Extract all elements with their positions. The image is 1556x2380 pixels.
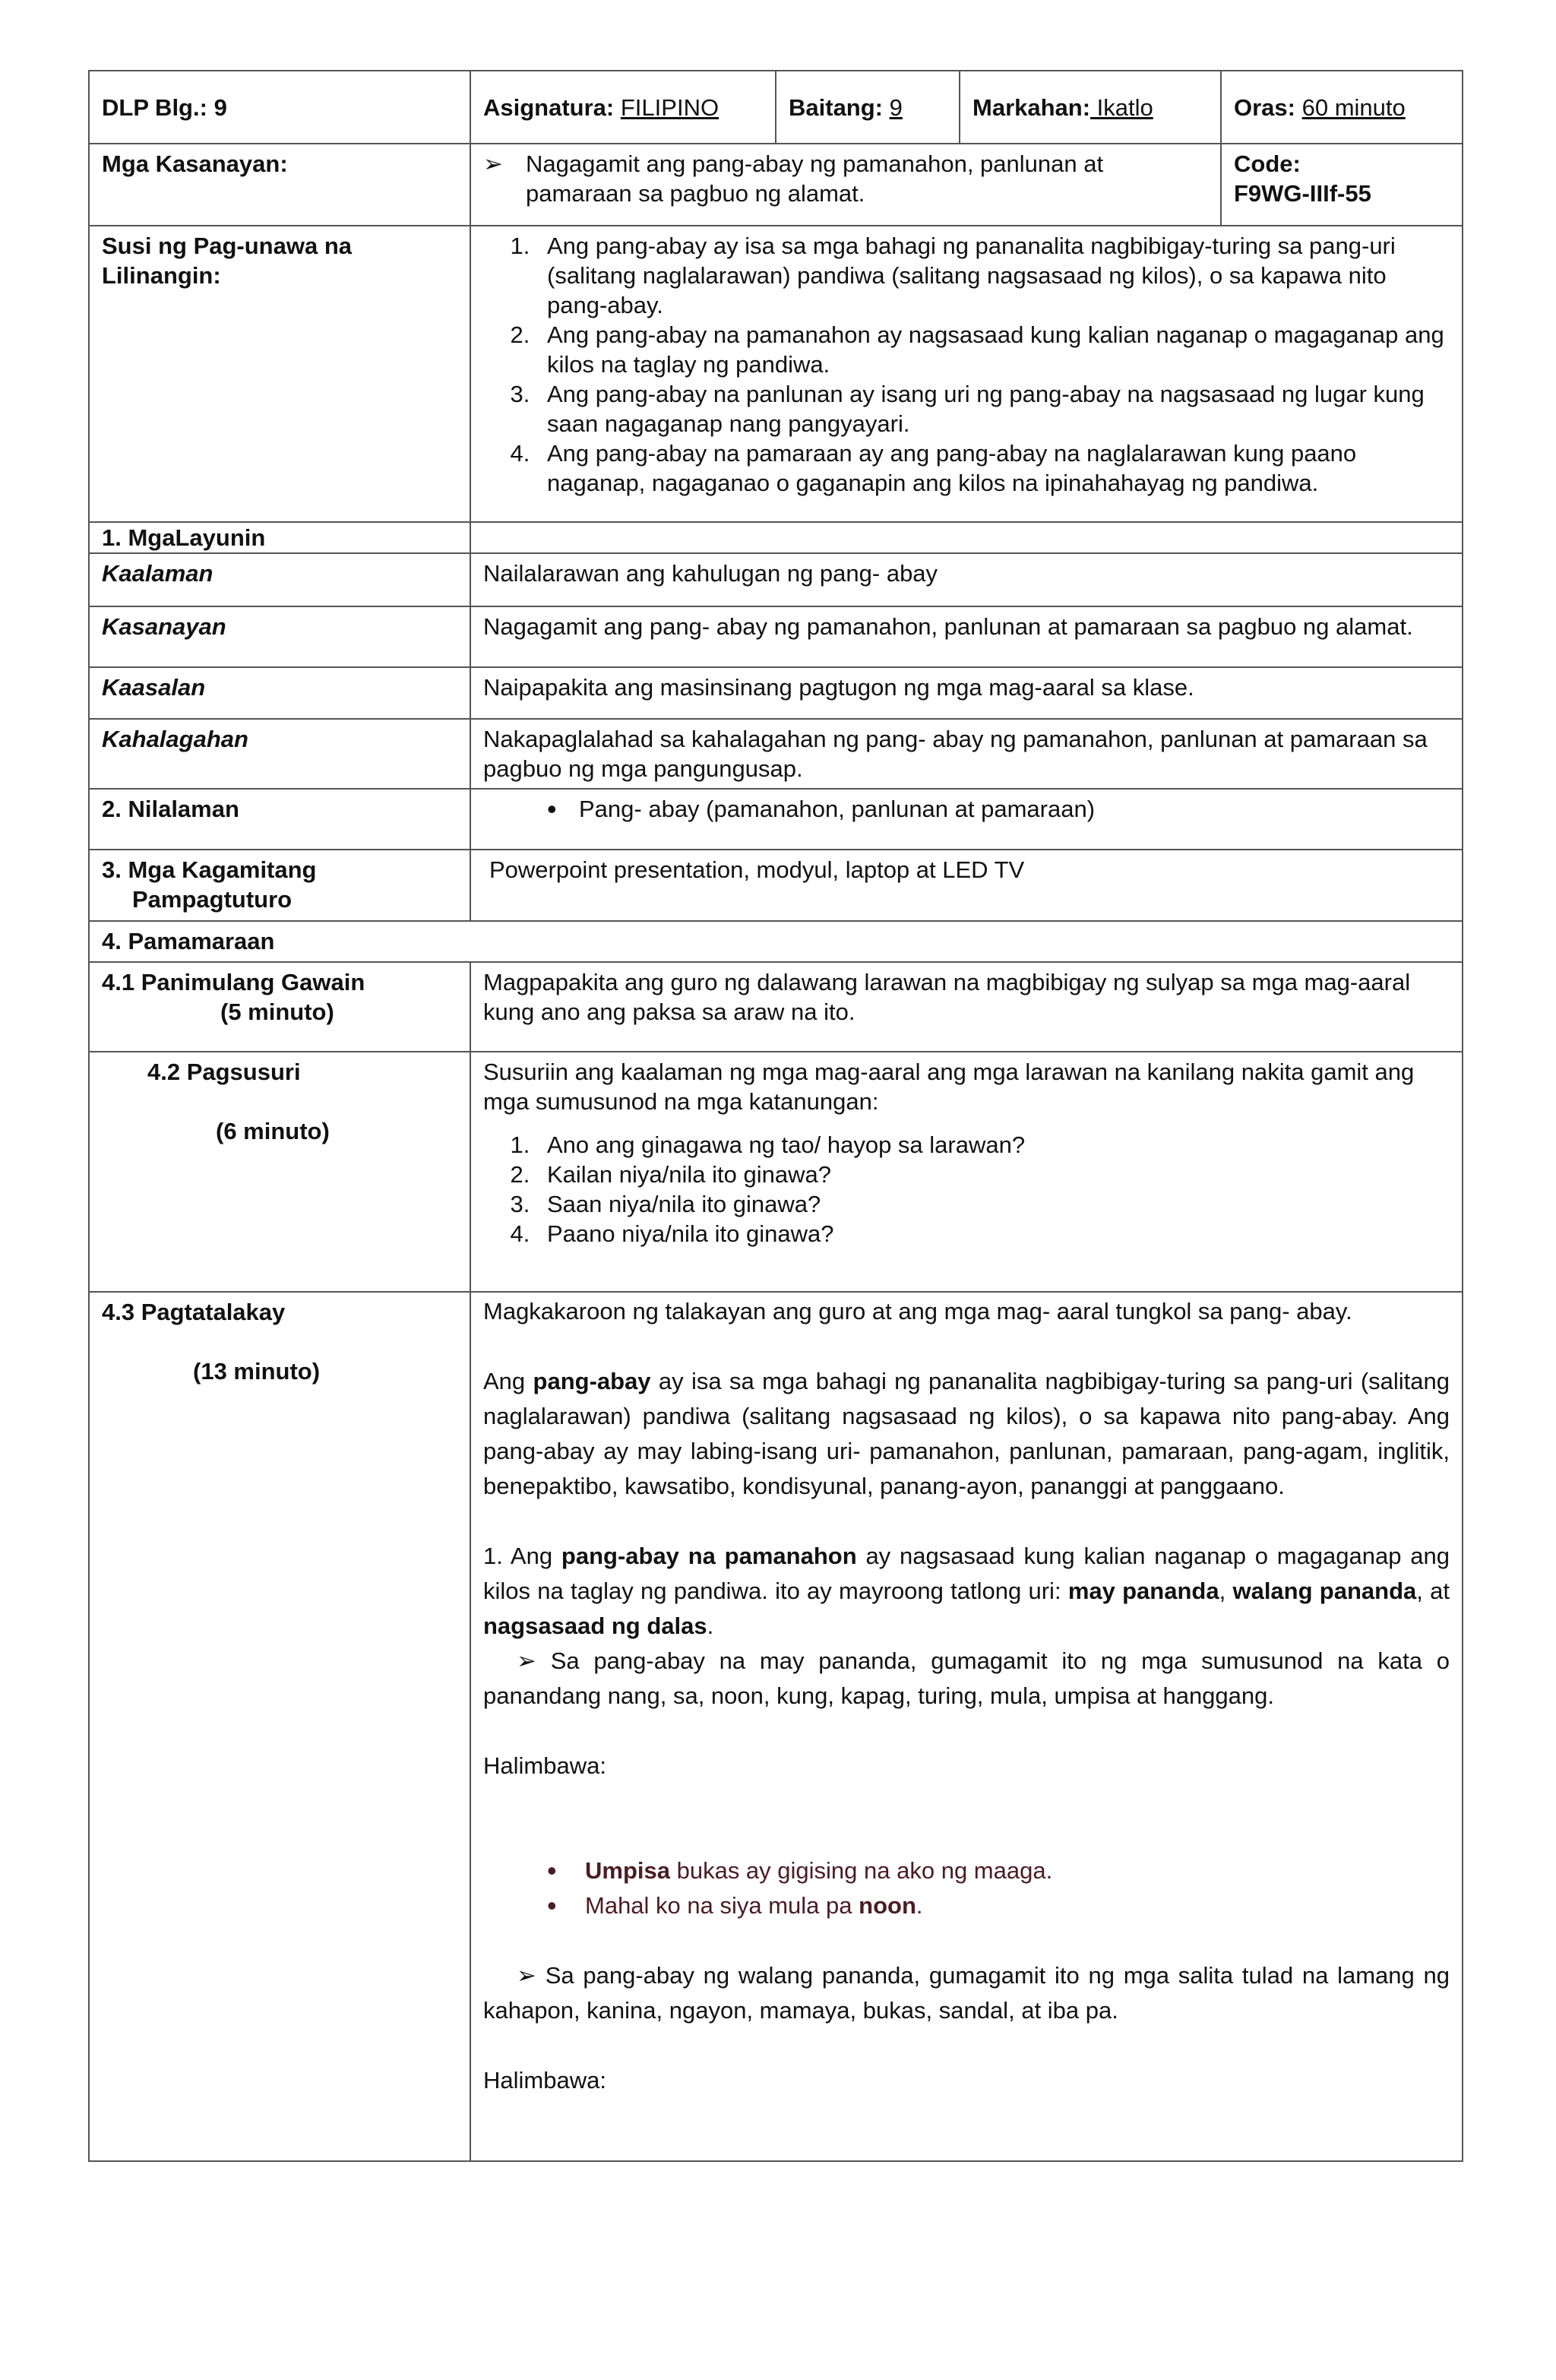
baitang-label: Baitang: [789,93,883,121]
pagtatalakay-row [89,1292,1463,2161]
kasanayan-obj-row [89,606,1463,667]
susi-list [483,231,1450,498]
kasanayan-text-cell [470,144,1221,226]
question-item: 2. Kailan niya/nila ito ginawa? [536,1160,1450,1189]
may-pananda-note: ➢ Sa pang-abay na may pananda, gumagamit ito ng mga sumusunod na kata o panandang nang, sa, noon, kung, kapag, turing, mula, umpisa at hanggang. [483,1647,1450,1709]
nilalaman-row [89,789,1463,850]
kagamitan-label-line1: 3. Mga Kagamitang [102,856,317,883]
example-list [483,1853,1450,1923]
markahan-cell [960,71,1221,144]
pagsusuri-content [470,1052,1463,1292]
arrow-bullet-icon: ➢ [517,1962,536,1989]
pagsusuri-label-cell [89,1052,470,1292]
panimula-label: 4.1 Panimulang Gawain [102,969,365,995]
halimbawa-label-2: Halimbawa: [483,2067,606,2094]
code-label: Code: [1234,150,1301,177]
markahan-value: Ikatlo [1090,93,1153,121]
pagtatalakay-content [470,1292,1463,2161]
kahalagahan-row [89,719,1463,789]
dlp-cell [89,71,470,144]
susi-row [89,226,1463,522]
question-item: 1. Ano ang ginagawa ng tao/ hayop sa larawan? [536,1130,1450,1160]
pagtatalakay-label: 4.3 Pagtatalakay [102,1299,286,1325]
example-item: • Umpisa bukas ay gigising na ako ng maaga. [483,1853,1450,1888]
susi-item: 4. Ang pang-abay na pamaraan ay ang pang-abay na naglalarawan kung paano naganap, nagaganao o gaganapin ang kilos na ipinahahayag ng pandiwa. [536,438,1450,498]
susi-item: 2. Ang pang-abay na pamanahon ay nagsasaad kung kalian naganap o magaganap ang kilos na taglay ng pandiwa. [536,320,1450,379]
dlp-label: DLP Blg.: [102,93,207,121]
susi-item: 1. Ang pang-abay ay isa sa mga bahagi ng pananalita nagbibigay-turing sa pang-uri (salitang naglalarawan) pandiwa (salitang nagsasaad ng kilos), o sa kapawa nito pang-abay. [536,231,1450,320]
oras-value: 60 minuto [1301,93,1406,121]
asignatura-label: Asignatura: [483,93,615,121]
kagamitan-label-line2: Pampagtuturo [132,886,293,913]
kasanayan-label: Mga Kasanayan: [89,144,470,226]
kagamitan-row [89,850,1463,921]
layunin-label: 1. MgaLayunin [89,522,470,553]
pagtatalakay-label-cell [89,1292,470,2161]
kaalaman-label: Kaalaman [89,553,470,606]
nilalaman-text: • Pang- abay (pamanahon, panlunan at pamaraan) [483,794,1450,824]
pamamaraan-row [89,921,1463,962]
kaalaman-row [89,553,1463,606]
kagamitan-label [89,850,470,921]
panimula-time: (5 minuto) [220,999,334,1025]
baitang-value: 9 [889,93,903,121]
kasanayan-obj-text: Nagagamit ang pang- abay ng pamanahon, panlunan at pamaraan sa pagbuo ng alamat. [470,606,1463,667]
layunin-row [89,522,1463,553]
susi-label: Susi ng Pag-unawa na Lilinangin: [89,226,470,522]
pagsusuri-intro: Susuriin ang kaalaman ng mga mag-aaral ang mga larawan na kanilang nakita gamit ang mga sumusunod na mga katanungan: [483,1059,1415,1115]
markahan-label: Markahan: [972,93,1091,121]
code-value: F9WG-IIIf-55 [1234,180,1371,207]
panimula-text: Magpapakita ang guro ng dalawang larawan na magbibigay ng sulyap sa mga mag-aaral kung ano ang paksa sa araw na ito. [470,962,1463,1052]
kaasalan-row [89,667,1463,719]
lesson-plan-table [88,70,1463,2162]
kasanayan-obj-label: Kasanayan [89,606,470,667]
pagsusuri-label: 4.2 Pagsusuri [147,1059,301,1085]
nilalaman-label: 2. Nilalaman [89,789,470,850]
oras-cell [1221,71,1463,144]
pamamaraan-label: 4. Pamamaraan [89,921,1463,962]
kahalagahan-label: Kahalagahan [89,719,470,789]
kagamitan-text: Powerpoint presentation, modyul, laptop at LED TV [470,850,1463,921]
asignatura-cell [470,71,776,144]
kaasalan-label: Kaasalan [89,667,470,719]
kaalaman-text: Nailalarawan ang kahulugan ng pang- abay [470,553,1463,606]
susi-content [470,226,1463,522]
pagsusuri-row [89,1052,1463,1292]
walang-pananda-note: ➢ Sa pang-abay ng walang pananda, gumagamit ito ng mga salita tulad na lamang ng kahapon, kanina, ngayon, mamaya, bukas, sandal, at iba pa. [483,1962,1450,2024]
kasanayan-row [89,144,1463,226]
pamanahon-definition: 1. Ang pang-abay na pamanahon ay nagsasaad kung kalian naganap o magaganap ang kilos na taglay ng pandiwa. ito ay mayroong tatlong uri: may pananda, walang pananda, at nagsasaad ng dalas. [483,1543,1450,1639]
pagtatalakay-intro: Magkakaroon ng talakayan ang guro at ang mga mag- aaral tungkol sa pang- abay. [483,1298,1352,1325]
nilalaman-cell [470,789,1463,850]
halimbawa-label: Halimbawa: [483,1752,606,1779]
header-row [89,71,1463,144]
kasanayan-text: ➢ Nagagamit ang pang-abay ng pamanahon, panlunan at pamaraan sa pagbuo ng alamat. [483,149,1208,208]
oras-label: Oras: [1234,93,1295,121]
pagsusuri-time: (6 minuto) [216,1118,330,1144]
asignatura-value: FILIPINO [620,93,719,121]
arrow-bullet-icon: ➢ [517,1647,536,1674]
baitang-cell [776,71,960,144]
susi-item: 3. Ang pang-abay na panlunan ay isang uri ng pang-abay na nagsasaad ng lugar kung saan nagaganap nang pangyayari. [536,379,1450,438]
question-item: 4. Paano niya/nila ito ginawa? [536,1219,1450,1249]
pagsusuri-questions [483,1130,1450,1249]
lesson-plan-page [88,70,1462,2162]
code-cell [1221,144,1463,226]
pagtatalakay-time: (13 minuto) [193,1358,321,1385]
kahalagahan-text: Nakapaglalahad sa kahalagahan ng pang- abay ng pamanahon, panlunan at pamaraan sa pagbuo ng mga pangungusap. [470,719,1463,789]
pangabay-definition: Ang pang-abay ay isa sa mga bahagi ng pananalita nagbibigay-turing sa pang-uri (salitang naglalarawan) pandiwa (salitang nagsasaad ng kilos), o sa kapawa nito pang-abay. Ang pang-abay ay may labing-isang uri- pamanahon, panlunan, pamaraan, pang-agam, inglitik, benepaktibo, kawsatibo, kondisyunal, panang-ayon, pananggi at panggaano. [483,1368,1450,1499]
panimula-row [89,962,1463,1052]
panimula-label-cell [89,962,470,1052]
dlp-value: 9 [213,93,227,121]
question-item: 3. Saan niya/nila ito ginawa? [536,1189,1450,1219]
kaasalan-text: Naipapakita ang masinsinang pagtugon ng mga mag-aaral sa klase. [470,667,1463,719]
example-item: • Mahal ko na siya mula pa noon. [483,1888,1450,1923]
pangabay-term: pang-abay [533,1368,651,1394]
layunin-empty [470,522,1463,553]
